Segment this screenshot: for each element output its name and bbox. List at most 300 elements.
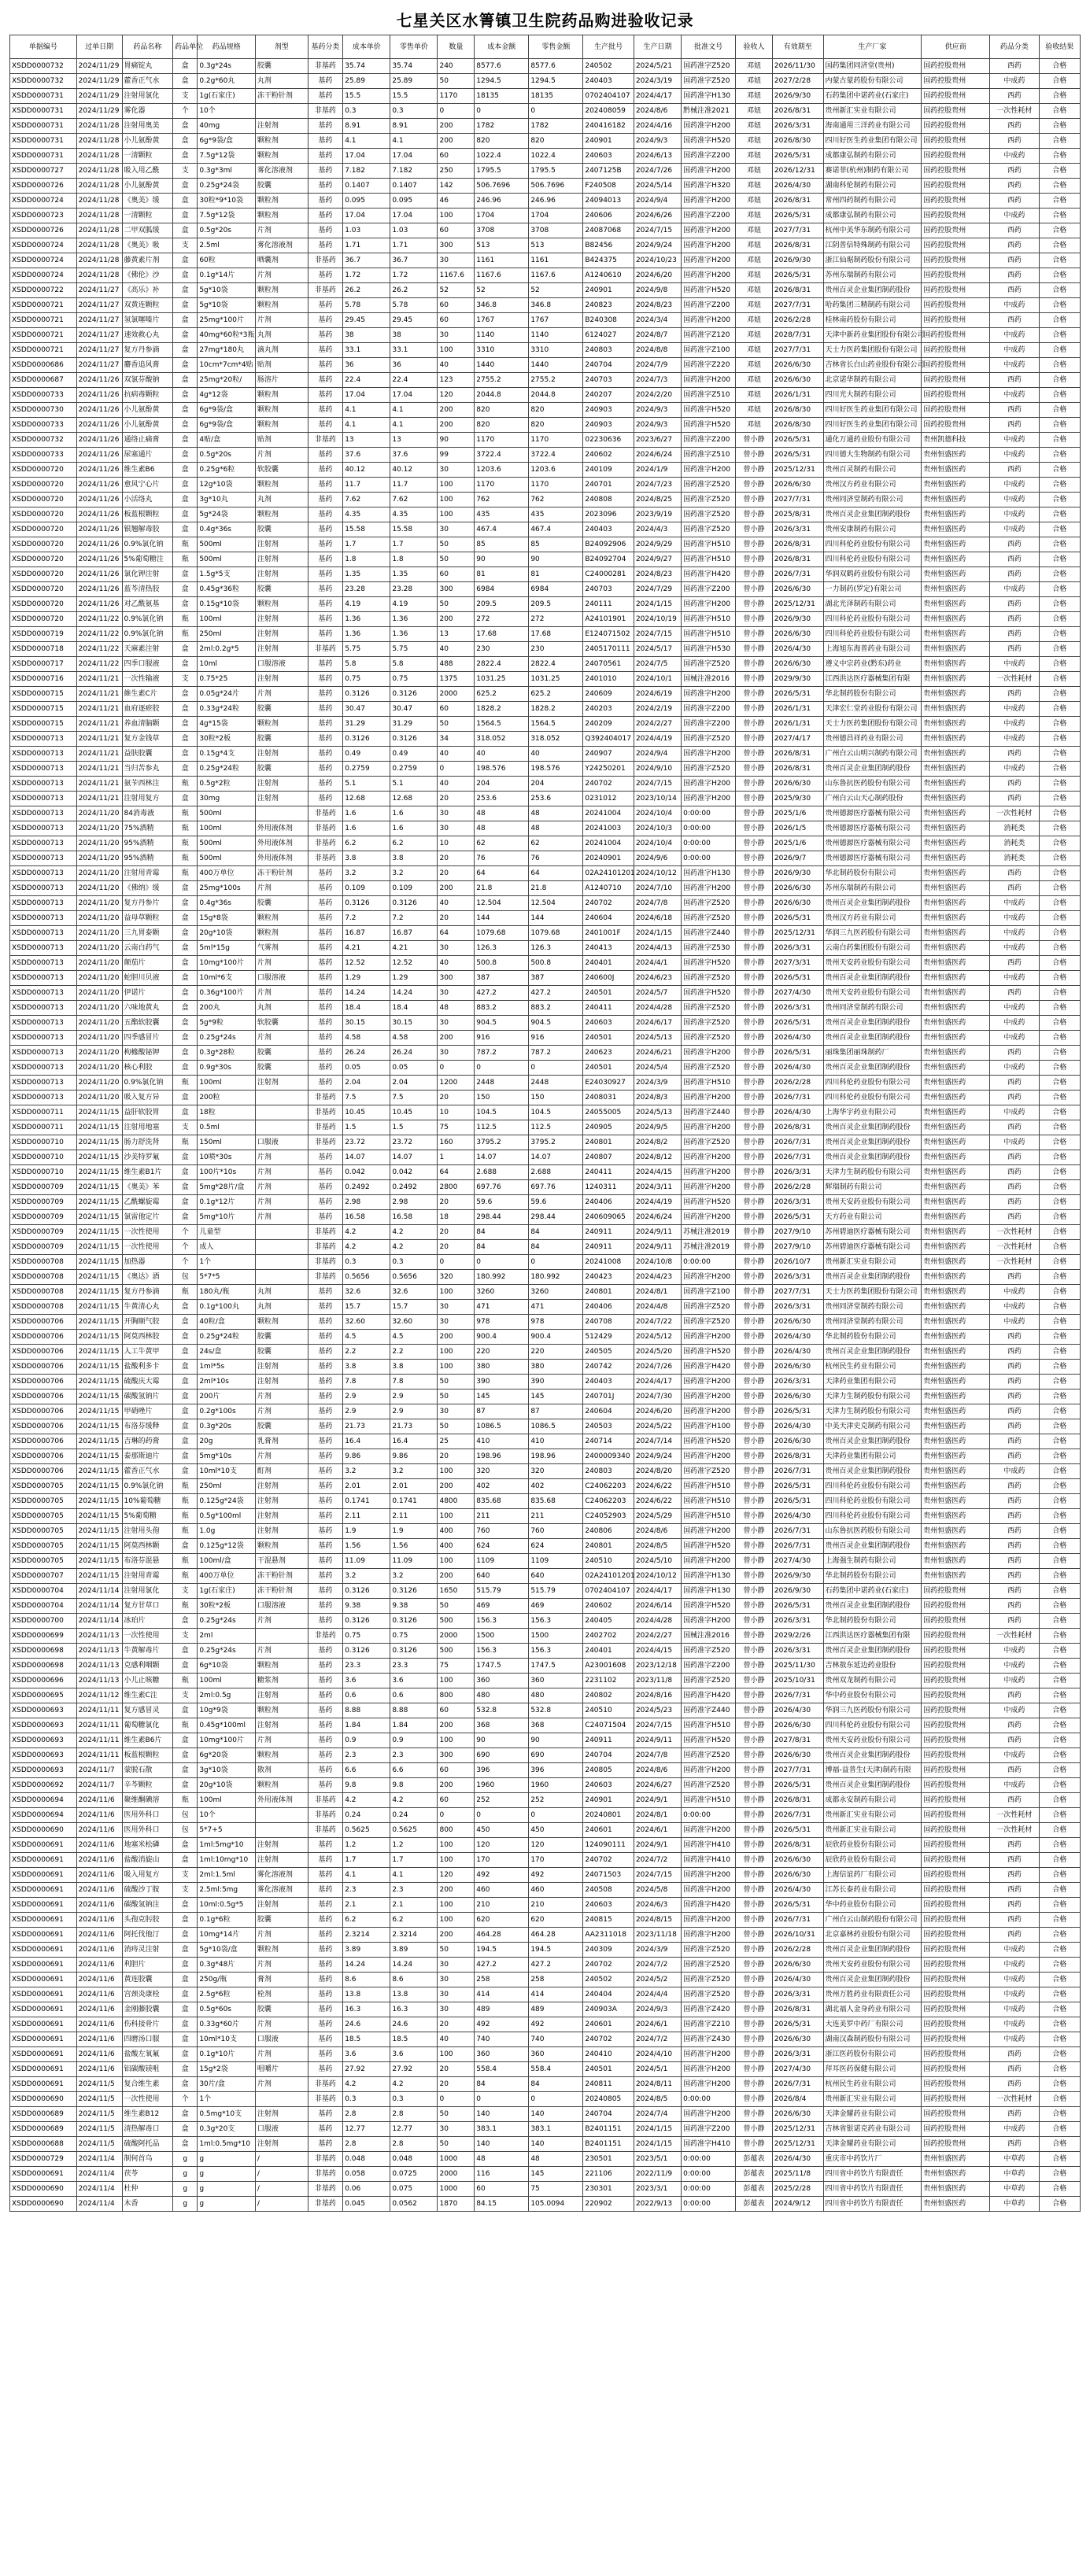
cell-inspector: 曾小静 (736, 1614, 773, 1629)
cell-result: 合格 (1039, 612, 1080, 627)
cell-expiry-date: 2028/7/31 (772, 328, 823, 343)
cell-cost-price: 2.1 (343, 1898, 390, 1913)
cell-batch-no: 220902 (583, 2197, 634, 2212)
cell-doc-no: XSDD0000698 (10, 1659, 77, 1674)
cell-retail-amount: 14.07 (529, 1150, 583, 1165)
table-row (10, 1868, 1081, 1883)
cell-spec: g (198, 2182, 256, 2197)
cell-cost-price: 3.89 (343, 1943, 390, 1958)
cell-dosage-form: 气雾剂 (255, 941, 308, 956)
cell-supplier: 贵州恒盛医药 (922, 866, 990, 881)
cell-spec: 500ml (198, 806, 256, 821)
cell-cost-price: 1.7 (343, 1853, 390, 1868)
cell-approval-no: 国药准字Z200 (682, 1659, 736, 1674)
cell-dosage-form (255, 1808, 308, 1823)
cell-batch-no: 240708 (583, 1315, 634, 1330)
cell-expiry-date: 2026/3/31 (772, 119, 823, 134)
cell-retail-amount: 1170 (529, 433, 583, 448)
cell-doc-no: XSDD0000713 (10, 821, 77, 836)
cell-inspector: 彭蕴表 (736, 2182, 773, 2197)
cell-essential-class: 基药 (308, 2017, 343, 2032)
cell-date: 2024/11/27 (76, 343, 122, 358)
cell-drug-name: 盐酸左氧氟 (122, 2047, 173, 2062)
table-row (10, 1928, 1081, 1943)
cell-quantity: 25 (438, 1434, 475, 1449)
cell-retail-price: 0.3 (390, 104, 438, 119)
cell-result: 合格 (1039, 1943, 1080, 1958)
cell-retail-amount: 904.5 (529, 1016, 583, 1031)
cell-cost-price: 2.3 (343, 1883, 390, 1898)
cell-production-date: 2024/7/30 (634, 1389, 681, 1404)
cell-result: 合格 (1039, 478, 1080, 493)
cell-batch-no: 6124027 (583, 328, 634, 343)
cell-category: 中成药 (990, 298, 1039, 313)
cell-cost-price: 9.86 (343, 1449, 390, 1464)
cell-supplier: 国药控股贵州 (922, 2032, 990, 2047)
cell-unit: 盒 (173, 1434, 198, 1449)
cell-result: 合格 (1039, 1449, 1080, 1464)
cell-cost-amount: 558.4 (475, 2062, 529, 2077)
cell-supplier: 贵州恒盛医药 (922, 717, 990, 732)
cell-spec: 0.25g*24s (198, 1031, 256, 1046)
cell-supplier: 国药控股贵州 (922, 209, 990, 223)
cell-quantity: 30 (438, 1973, 475, 1987)
cell-production-date: 2024/5/8 (634, 1883, 681, 1898)
cell-drug-name: 氯化钾注射 (122, 567, 173, 582)
cell-doc-no: XSDD0000709 (10, 1225, 77, 1240)
cell-retail-amount: 787.2 (529, 1046, 583, 1061)
cell-result: 合格 (1039, 89, 1080, 104)
column-header-dosage-form: 剂型 (255, 35, 308, 59)
cell-cost-amount: 427.2 (475, 1958, 529, 1973)
cell-spec: 10g*9袋 (198, 1703, 256, 1718)
cell-quantity: 200 (438, 418, 475, 433)
table-row (10, 104, 1081, 119)
cell-drug-name: 通络止痛膏 (122, 433, 173, 448)
cell-retail-amount: 1747.5 (529, 1659, 583, 1674)
cell-unit: 盒 (173, 253, 198, 268)
table-row (10, 1748, 1081, 1763)
cell-cost-amount: 116 (475, 2167, 529, 2182)
cell-supplier: 贵州恒盛医药 (922, 522, 990, 537)
cell-cost-amount: 48 (475, 821, 529, 836)
cell-essential-class: 非基药 (308, 642, 343, 657)
cell-expiry-date: 2026/12/31 (772, 164, 823, 179)
cell-inspector: 曾小静 (736, 1973, 773, 1987)
table-row (10, 777, 1081, 792)
cell-doc-no: XSDD0000715 (10, 702, 77, 717)
cell-dosage-form (255, 2092, 308, 2107)
cell-drug-name: 双黄连颗粒 (122, 298, 173, 313)
cell-doc-no: XSDD0000691 (10, 2032, 77, 2047)
cell-result: 合格 (1039, 1105, 1080, 1120)
column-header-unit: 药品单位 (173, 35, 198, 59)
cell-dosage-form: 口服液 (255, 2122, 308, 2137)
cell-drug-name: 维生素B6 (122, 463, 173, 478)
cell-doc-no: XSDD0000691 (10, 1943, 77, 1958)
cell-retail-amount: 140 (529, 2107, 583, 2122)
cell-approval-no: 国药准字H510 (682, 1494, 736, 1509)
cell-supplier: 国药控股贵州 (922, 2092, 990, 2107)
cell-cost-price: 7.182 (343, 164, 390, 179)
cell-inspector: 曾小静 (736, 1584, 773, 1599)
cell-unit: 盒 (173, 74, 198, 89)
cell-batch-no: 240501 (583, 2062, 634, 2077)
cell-retail-amount: 1767 (529, 313, 583, 328)
cell-date: 2024/11/15 (76, 1345, 122, 1360)
cell-dosage-form: 胶囊 (255, 522, 308, 537)
table-row (10, 1225, 1081, 1240)
cell-expiry-date: 2025/1/6 (772, 806, 823, 821)
cell-essential-class: 非基药 (308, 851, 343, 866)
table-row (10, 2122, 1081, 2137)
cell-spec: 10ml:0.5g*5 (198, 1898, 256, 1913)
cell-drug-name: 尿塞通片 (122, 448, 173, 463)
cell-drug-name: 0.9%氯化钠 (122, 1076, 173, 1091)
cell-supplier: 贵州凯德科技 (922, 433, 990, 448)
cell-cost-amount: 390 (475, 1375, 529, 1389)
cell-drug-name: 阿托伐他汀 (122, 1928, 173, 1943)
cell-quantity: 52 (438, 283, 475, 298)
cell-date: 2024/11/21 (76, 777, 122, 792)
table-row (10, 1464, 1081, 1479)
cell-supplier: 贵州恒盛医药 (922, 2152, 990, 2167)
cell-quantity: 2800 (438, 1180, 475, 1195)
cell-unit: 盒 (173, 1913, 198, 1928)
cell-cost-price: 30.15 (343, 1016, 390, 1031)
cell-cost-price: 0.05 (343, 1061, 390, 1076)
cell-date: 2024/11/22 (76, 642, 122, 657)
cell-manufacturer: 贵州新汇实业有限公司 (823, 1255, 922, 1270)
cell-cost-price: 3.2 (343, 1569, 390, 1584)
cell-supplier: 国药控股贵州 (922, 2107, 990, 2122)
cell-unit: 瓶 (173, 1554, 198, 1569)
cell-batch-no: 20241008 (583, 1255, 634, 1270)
cell-date: 2024/11/15 (76, 1165, 122, 1180)
cell-doc-no: XSDD0000706 (10, 1449, 77, 1464)
cell-supplier: 国药控股贵州 (922, 1898, 990, 1913)
cell-essential-class: 基药 (308, 1509, 343, 1524)
cell-doc-no: XSDD0000687 (10, 373, 77, 388)
cell-spec: g (198, 2197, 256, 2212)
cell-supplier: 贵州恒盛医药 (922, 777, 990, 792)
cell-unit: 盒 (173, 1748, 198, 1763)
cell-cost-price: 0.3 (343, 2092, 390, 2107)
cell-manufacturer: 贵州安康制药有限公司 (823, 522, 922, 537)
cell-spec: 0.4g*36s (198, 896, 256, 911)
cell-retail-amount: 1079.68 (529, 926, 583, 941)
cell-supplier: 国药控股贵州 (922, 2002, 990, 2017)
cell-drug-name: 冰珀片 (122, 1614, 173, 1629)
cell-drug-name: 牛黄清心丸 (122, 1300, 173, 1315)
cell-inspector: 曾小静 (736, 1389, 773, 1404)
cell-supplier: 贵州恒盛医药 (922, 1539, 990, 1554)
cell-inspector: 邓妞 (736, 283, 773, 298)
cell-drug-name: 加热器 (122, 1255, 173, 1270)
cell-cost-amount: 1747.5 (475, 1659, 529, 1674)
cell-manufacturer: 贵州天安药业股份有限公司 (823, 986, 922, 1001)
cell-essential-class: 基药 (308, 1404, 343, 1419)
cell-manufacturer: 四川科伦药业股份有限公司 (823, 612, 922, 627)
cell-drug-name: 地塞米松磷 (122, 1838, 173, 1853)
cell-category: 中成药 (990, 2002, 1039, 2017)
cell-supplier: 国药控股贵州 (922, 328, 990, 343)
cell-date: 2024/11/26 (76, 537, 122, 552)
table-row (10, 74, 1081, 89)
cell-unit: 盒 (173, 179, 198, 194)
cell-supplier: 贵州恒盛医药 (922, 597, 990, 612)
cell-drug-name: 硫酸沙丁胺 (122, 1883, 173, 1898)
cell-unit: 盒 (173, 1360, 198, 1375)
cell-retail-amount: 506.7696 (529, 179, 583, 194)
cell-approval-no: 国药准字H200 (682, 2077, 736, 2092)
cell-cost-price: 1.7 (343, 537, 390, 552)
cell-retail-price: 0.048 (390, 2152, 438, 2167)
cell-expiry-date: 2025/1/6 (772, 836, 823, 851)
table-row (10, 687, 1081, 702)
cell-expiry-date: 2026/3/31 (772, 522, 823, 537)
cell-date: 2024/11/28 (76, 194, 122, 209)
cell-retail-price: 0.75 (390, 672, 438, 687)
cell-essential-class: 基药 (308, 343, 343, 358)
cell-unit: 盒 (173, 448, 198, 463)
cell-date: 2024/11/15 (76, 1210, 122, 1225)
cell-drug-name: 乙酰螺旋霉 (122, 1195, 173, 1210)
cell-unit: 盒 (173, 358, 198, 373)
cell-expiry-date: 2026/4/30 (772, 1345, 823, 1360)
cell-batch-no: 240404 (583, 1987, 634, 2002)
cell-supplier: 贵州恒盛医药 (922, 1195, 990, 1210)
cell-retail-price: 26.24 (390, 1046, 438, 1061)
cell-dosage-form: 胶囊 (255, 732, 308, 747)
cell-quantity: 200 (438, 134, 475, 149)
cell-date: 2024/11/20 (76, 806, 122, 821)
cell-drug-name: 蛇胆川贝液 (122, 971, 173, 986)
cell-spec: 0.3g*3ml (198, 164, 256, 179)
cell-retail-amount: 1294.5 (529, 74, 583, 89)
cell-drug-name: 复方丹参滴 (122, 1285, 173, 1300)
cell-supplier: 国药控股贵州 (922, 283, 990, 298)
cell-retail-price: 30.47 (390, 702, 438, 717)
cell-expiry-date: 2026/3/31 (772, 1001, 823, 1016)
cell-date: 2024/11/15 (76, 1300, 122, 1315)
cell-retail-amount: 48 (529, 2152, 583, 2167)
cell-inspector: 邓妞 (736, 358, 773, 373)
cell-date: 2024/11/15 (76, 1464, 122, 1479)
cell-date: 2024/11/26 (76, 388, 122, 403)
cell-spec: 成人 (198, 1240, 256, 1255)
cell-essential-class: 基药 (308, 1479, 343, 1494)
cell-approval-no: 国药准字Z520 (682, 1644, 736, 1659)
cell-doc-no: XSDD0000720 (10, 478, 77, 493)
cell-batch-no: 24071503 (583, 1868, 634, 1883)
cell-cost-amount: 1109 (475, 1554, 529, 1569)
cell-approval-no: 国药准字Z520 (682, 657, 736, 672)
cell-retail-price: 7.2 (390, 911, 438, 926)
cell-retail-price: 25.89 (390, 74, 438, 89)
cell-manufacturer: 贵州新汇实业有限公司 (823, 104, 922, 119)
cell-production-date: 2022/9/13 (634, 2197, 681, 2212)
cell-approval-no: 国药准字H510 (682, 1076, 736, 1091)
cell-production-date: 2024/7/15 (634, 1868, 681, 1883)
cell-cost-price: 32.60 (343, 1315, 390, 1330)
cell-quantity: 30 (438, 253, 475, 268)
cell-result: 合格 (1039, 881, 1080, 896)
cell-cost-amount: 414 (475, 1987, 529, 2002)
cell-inspector: 曾小静 (736, 1524, 773, 1539)
cell-doc-no: XSDD0000721 (10, 343, 77, 358)
cell-spec: 3g*10丸 (198, 493, 256, 507)
cell-retail-amount: 414 (529, 1987, 583, 2002)
cell-retail-price: 16.58 (390, 1210, 438, 1225)
cell-retail-price: 0.3126 (390, 732, 438, 747)
table-row (10, 478, 1081, 493)
cell-expiry-date: 2026/7/31 (772, 1150, 823, 1165)
cell-cost-amount: 1782 (475, 119, 529, 134)
cell-dosage-form: 片剂 (255, 448, 308, 463)
cell-retail-price: 4.35 (390, 507, 438, 522)
table-row (10, 2077, 1081, 2092)
cell-doc-no: XSDD0000710 (10, 1165, 77, 1180)
table-row (10, 1778, 1081, 1793)
cell-batch-no: 240501 (583, 1061, 634, 1076)
cell-date: 2024/11/15 (76, 1569, 122, 1584)
cell-category: 西药 (990, 1120, 1039, 1135)
cell-quantity: 20 (438, 851, 475, 866)
cell-spec: 40粒/盒 (198, 1315, 256, 1330)
cell-quantity: 100 (438, 1898, 475, 1913)
cell-production-date: 2024/10/12 (634, 866, 681, 881)
cell-batch-no: 240510 (583, 1703, 634, 1718)
table-row (10, 134, 1081, 149)
cell-production-date: 2024/7/15 (634, 1718, 681, 1733)
cell-retail-amount: 558.4 (529, 2062, 583, 2077)
cell-category: 中成药 (990, 343, 1039, 358)
table-row (10, 971, 1081, 986)
cell-approval-no: 国药准字H520 (682, 1345, 736, 1360)
cell-spec: 10ml (198, 657, 256, 672)
cell-inspector: 曾小静 (736, 1165, 773, 1180)
cell-supplier: 国药控股贵州 (922, 1808, 990, 1823)
cell-spec: 5g*9粒 (198, 1016, 256, 1031)
cell-unit: 盒 (173, 1389, 198, 1404)
cell-cost-price: 38 (343, 328, 390, 343)
table-row (10, 2137, 1081, 2152)
table-row (10, 388, 1081, 403)
cell-drug-name: 头孢克肟胶 (122, 1913, 173, 1928)
cell-retail-price: 16.87 (390, 926, 438, 941)
cell-spec: 1g(石家庄) (198, 1584, 256, 1599)
cell-quantity: 2000 (438, 1629, 475, 1644)
cell-essential-class: 非基药 (308, 836, 343, 851)
cell-batch-no: 240742 (583, 1360, 634, 1375)
cell-result: 合格 (1039, 1360, 1080, 1375)
cell-drug-name: 泰那斯迪片 (122, 1449, 173, 1464)
cell-doc-no: XSDD0000717 (10, 657, 77, 672)
cell-quantity: 18 (438, 1210, 475, 1225)
cell-quantity: 50 (438, 1389, 475, 1404)
cell-drug-name: 四季感冒片 (122, 1031, 173, 1046)
cell-dosage-form: 注射剂 (255, 2137, 308, 2152)
cell-dosage-form: 丸剂 (255, 1300, 308, 1315)
cell-inspector: 曾小静 (736, 732, 773, 747)
cell-supplier: 贵州恒盛医药 (922, 657, 990, 672)
cell-manufacturer: 贵州德源医疗器械有限公司 (823, 806, 922, 821)
cell-category: 西药 (990, 1389, 1039, 1404)
cell-cost-amount: 402 (475, 1479, 529, 1494)
cell-cost-price: 11.7 (343, 478, 390, 493)
cell-doc-no: XSDD0000721 (10, 313, 77, 328)
cell-inspector: 曾小静 (736, 1360, 773, 1375)
cell-drug-name: 小儿止咳糖 (122, 1674, 173, 1688)
cell-retail-price: 2.3214 (390, 1928, 438, 1943)
cell-unit: 盒 (173, 1046, 198, 1061)
cell-essential-class: 基药 (308, 1943, 343, 1958)
cell-manufacturer: 贵州汉方药业有限公司 (823, 911, 922, 926)
cell-production-date: 2024/3/4 (634, 313, 681, 328)
cell-result: 合格 (1039, 1240, 1080, 1255)
cell-unit: 盒 (173, 986, 198, 1001)
cell-quantity: 300 (438, 1748, 475, 1763)
cell-essential-class: 基药 (308, 1718, 343, 1733)
cell-essential-class: 基药 (308, 1599, 343, 1614)
cell-retail-amount: 0 (529, 1255, 583, 1270)
cell-inspector: 曾小静 (736, 1838, 773, 1853)
cell-category: 西药 (990, 238, 1039, 253)
cell-manufacturer: 贵州百灵企业集团制药股份 (823, 1464, 922, 1479)
cell-manufacturer: 贵州百灵企业集团制药股份 (823, 1270, 922, 1285)
cell-drug-name: 吸入用乙酰 (122, 164, 173, 179)
cell-approval-no: 国药准字Z510 (682, 448, 736, 463)
cell-doc-no: XSDD0000691 (10, 1868, 77, 1883)
cell-inspector: 曾小静 (736, 1300, 773, 1315)
cell-production-date: 2024/8/5 (634, 2092, 681, 2107)
cell-retail-price: 5.75 (390, 642, 438, 657)
cell-approval-no: 0:00:00 (682, 2182, 736, 2197)
cell-unit: 盒 (173, 1958, 198, 1973)
cell-date: 2024/11/15 (76, 1494, 122, 1509)
cell-date: 2024/11/21 (76, 717, 122, 732)
cell-expiry-date: 2026/4/30 (772, 1703, 823, 1718)
cell-doc-no: XSDD0000705 (10, 1539, 77, 1554)
cell-cost-price: 4.58 (343, 1031, 390, 1046)
cell-retail-price: 9.38 (390, 1599, 438, 1614)
cell-category: 中成药 (990, 1973, 1039, 1987)
cell-approval-no: 国药准字Z520 (682, 507, 736, 522)
cell-batch-no: 240109 (583, 463, 634, 478)
table-row (10, 717, 1081, 732)
cell-date: 2024/11/27 (76, 283, 122, 298)
cell-expiry-date: 2027/7/31 (772, 1285, 823, 1300)
cell-supplier: 贵州恒盛医药 (922, 1360, 990, 1375)
cell-cost-amount: 467.4 (475, 522, 529, 537)
cell-expiry-date: 2027/7/31 (772, 223, 823, 238)
cell-result: 合格 (1039, 388, 1080, 403)
cell-approval-no: 0:00:00 (682, 2092, 736, 2107)
cell-drug-name: 黄连胶囊 (122, 1973, 173, 1987)
cell-expiry-date: 2025/10/31 (772, 1674, 823, 1688)
cell-cost-price: 1.8 (343, 552, 390, 567)
cell-production-date: 2023/11/8 (634, 1674, 681, 1688)
cell-cost-amount: 52 (475, 283, 529, 298)
cell-spec: 0.5g*20s (198, 223, 256, 238)
cell-drug-name: 复方金钱草 (122, 732, 173, 747)
cell-approval-no: 国药准字H130 (682, 1569, 736, 1584)
cell-manufacturer: 华北制药股份有限公司 (823, 687, 922, 702)
cell-cost-price: 4.2 (343, 1240, 390, 1255)
cell-retail-price: 1.71 (390, 238, 438, 253)
cell-expiry-date: 2026/8/31 (772, 238, 823, 253)
